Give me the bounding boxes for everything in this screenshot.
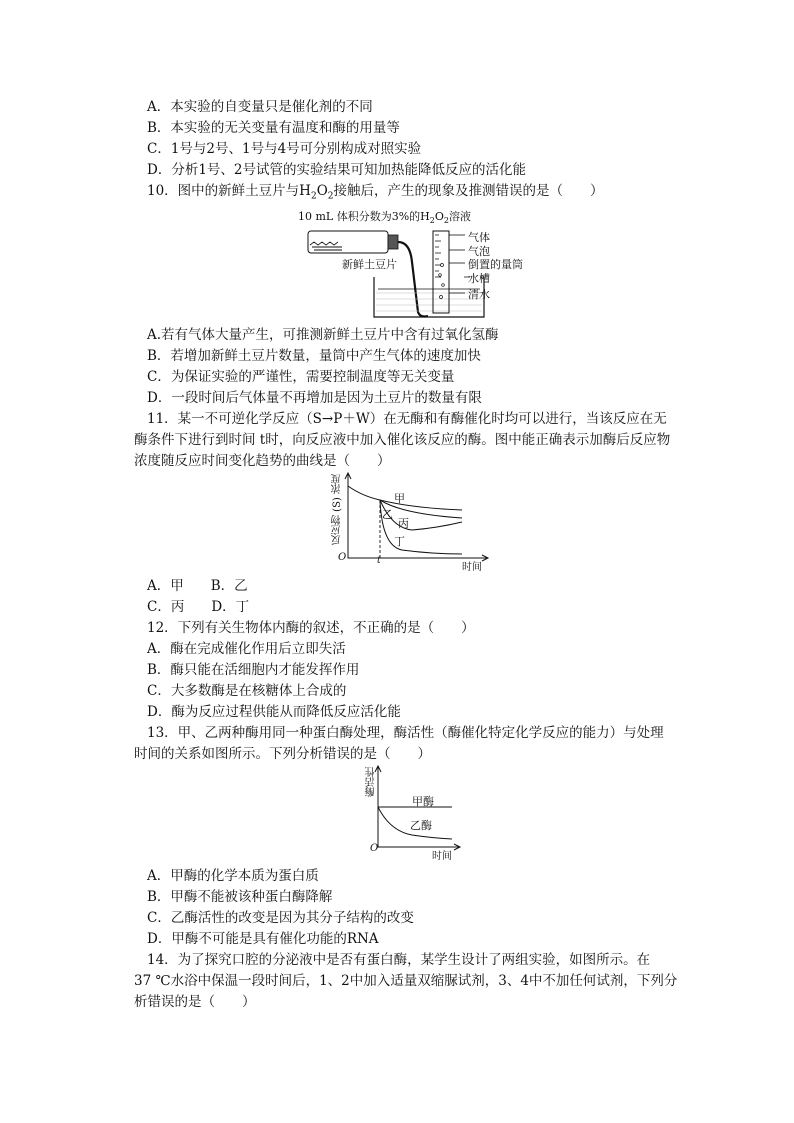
label-potato-slices: 新鲜土豆片: [342, 258, 397, 271]
q13-xlabel: 时间: [432, 851, 452, 862]
q11-t-label: t: [377, 556, 381, 566]
q10-option-b: B．若增加新鲜土豆片数量，量筒中产生气体的速度加快: [147, 348, 481, 364]
q13-curve-jia-enzyme: 甲酶: [412, 795, 434, 808]
q13-option-c: C．乙酶活性的改变是因为其分子结构的改变: [147, 910, 414, 926]
q11-stem-line1: 11．某一不可逆化学反应（S→P＋W）在无酶和有酶催化时均可以进行，当该反应在无: [147, 411, 667, 427]
q13-option-a: A．甲酶的化学本质为蛋白质: [147, 868, 319, 884]
q13-activity-figure: [362, 763, 462, 863]
q11-curve-bing: 丙: [398, 517, 409, 530]
q9-option-a: A．本实验的自变量只是催化剂的不同: [147, 99, 373, 115]
q11-stem-line2: 酶条件下进行到时间 t时，向反应液中加入催化该反应的酶。图中能正确表示加酶后反应物: [134, 432, 671, 448]
label-water: 清水: [468, 288, 490, 301]
q10-apparatus-figure: [290, 205, 530, 323]
q11-stem-line3: 浓度随反应时间变化趋势的曲线是（ ）: [134, 453, 391, 469]
q9-option-b: B．本实验的无关变量有温度和酶的用量等: [147, 120, 400, 136]
q13-curve-yi-enzyme: 乙酶: [410, 819, 432, 832]
q9-option-c: C．1号与2号、1号与4号可分别构成对照实验: [147, 141, 422, 157]
label-inverted-cylinder: 倒置的量筒: [468, 258, 523, 271]
q13-stem-line1: 13．甲、乙两种酶用同一种蛋白酶处理，酶活性（酶催化特定化学反应的能力）与处理: [147, 725, 664, 741]
q14-stem-line3: 析错误的是（ ）: [134, 994, 256, 1010]
q11-curve-jia: 甲: [394, 492, 405, 505]
q11-concentration-figure: [322, 470, 492, 573]
q13-origin: O: [370, 843, 379, 854]
label-bubbles: 气泡: [468, 245, 490, 258]
q11-curve-ding: 丁: [394, 535, 405, 548]
q12-stem: 12．下列有关生物体内酶的叙述，不正确的是（ ）: [147, 620, 475, 636]
q14-stem-line1: 14．为了探究口腔的分泌液中是否有蛋白酶，某学生设计了两组实验，如图所示。在: [147, 952, 651, 968]
q10-figure-title: 10 mL 体积分数为3%的$H_2O_2$溶液: [298, 210, 471, 226]
q12-option-d: D．酶为反应过程供能从而降低反应活化能: [147, 704, 401, 720]
q11-options-row2: C．丙 D．丁: [147, 599, 250, 615]
q11-ylabel: 反应物 (S) 浓度: [332, 474, 343, 546]
q10-option-a: A.若有气体大量产生，可推测新鲜土豆片中含有过氧化氢酶: [147, 327, 499, 343]
q13-ylabel: 酶活性: [366, 767, 377, 797]
label-trough: 水槽: [468, 272, 490, 285]
q12-option-a: A．酶在完成催化作用后立即失活: [147, 641, 346, 657]
q11-xlabel: 时间: [462, 562, 482, 573]
q13-stem-line2: 时间的关系如图所示。下列分析错误的是（ ）: [134, 746, 431, 762]
q11-curve-yi: 乙: [382, 508, 393, 521]
q11-origin: O: [338, 552, 347, 563]
q10-option-c: C．为保证实验的严谨性，需要控制温度等无关变量: [147, 369, 455, 385]
q12-option-c: C．大多数酶是在核糖体上合成的: [147, 683, 347, 699]
q13-option-b: B．甲酶不能被该种蛋白酶降解: [147, 889, 333, 905]
q9-option-d: D．分析1号、2号试管的实验结果可知加热能降低反应的活化能: [147, 162, 527, 178]
q10-option-d: D．一段时间后气体量不再增加是因为土豆片的数量有限: [147, 390, 482, 406]
q11-options-row1: A．甲 B．乙: [147, 578, 248, 594]
label-gas: 气体: [468, 231, 490, 244]
q12-option-b: B．酶只能在活细胞内才能发挥作用: [147, 662, 360, 678]
q13-option-d: D．甲酶不可能是具有催化功能的RNA: [147, 931, 379, 947]
q10-stem: 10．图中的新鲜土豆片与$H_2O_2$接触后，产生的现象及推测错误的是（ ）: [147, 183, 604, 202]
q14-stem-line2: 37 ℃水浴中保温一段时间后，1、2中加入适量双缩脲试剂，3、4中不加任何试剂，下列分: [134, 973, 678, 989]
